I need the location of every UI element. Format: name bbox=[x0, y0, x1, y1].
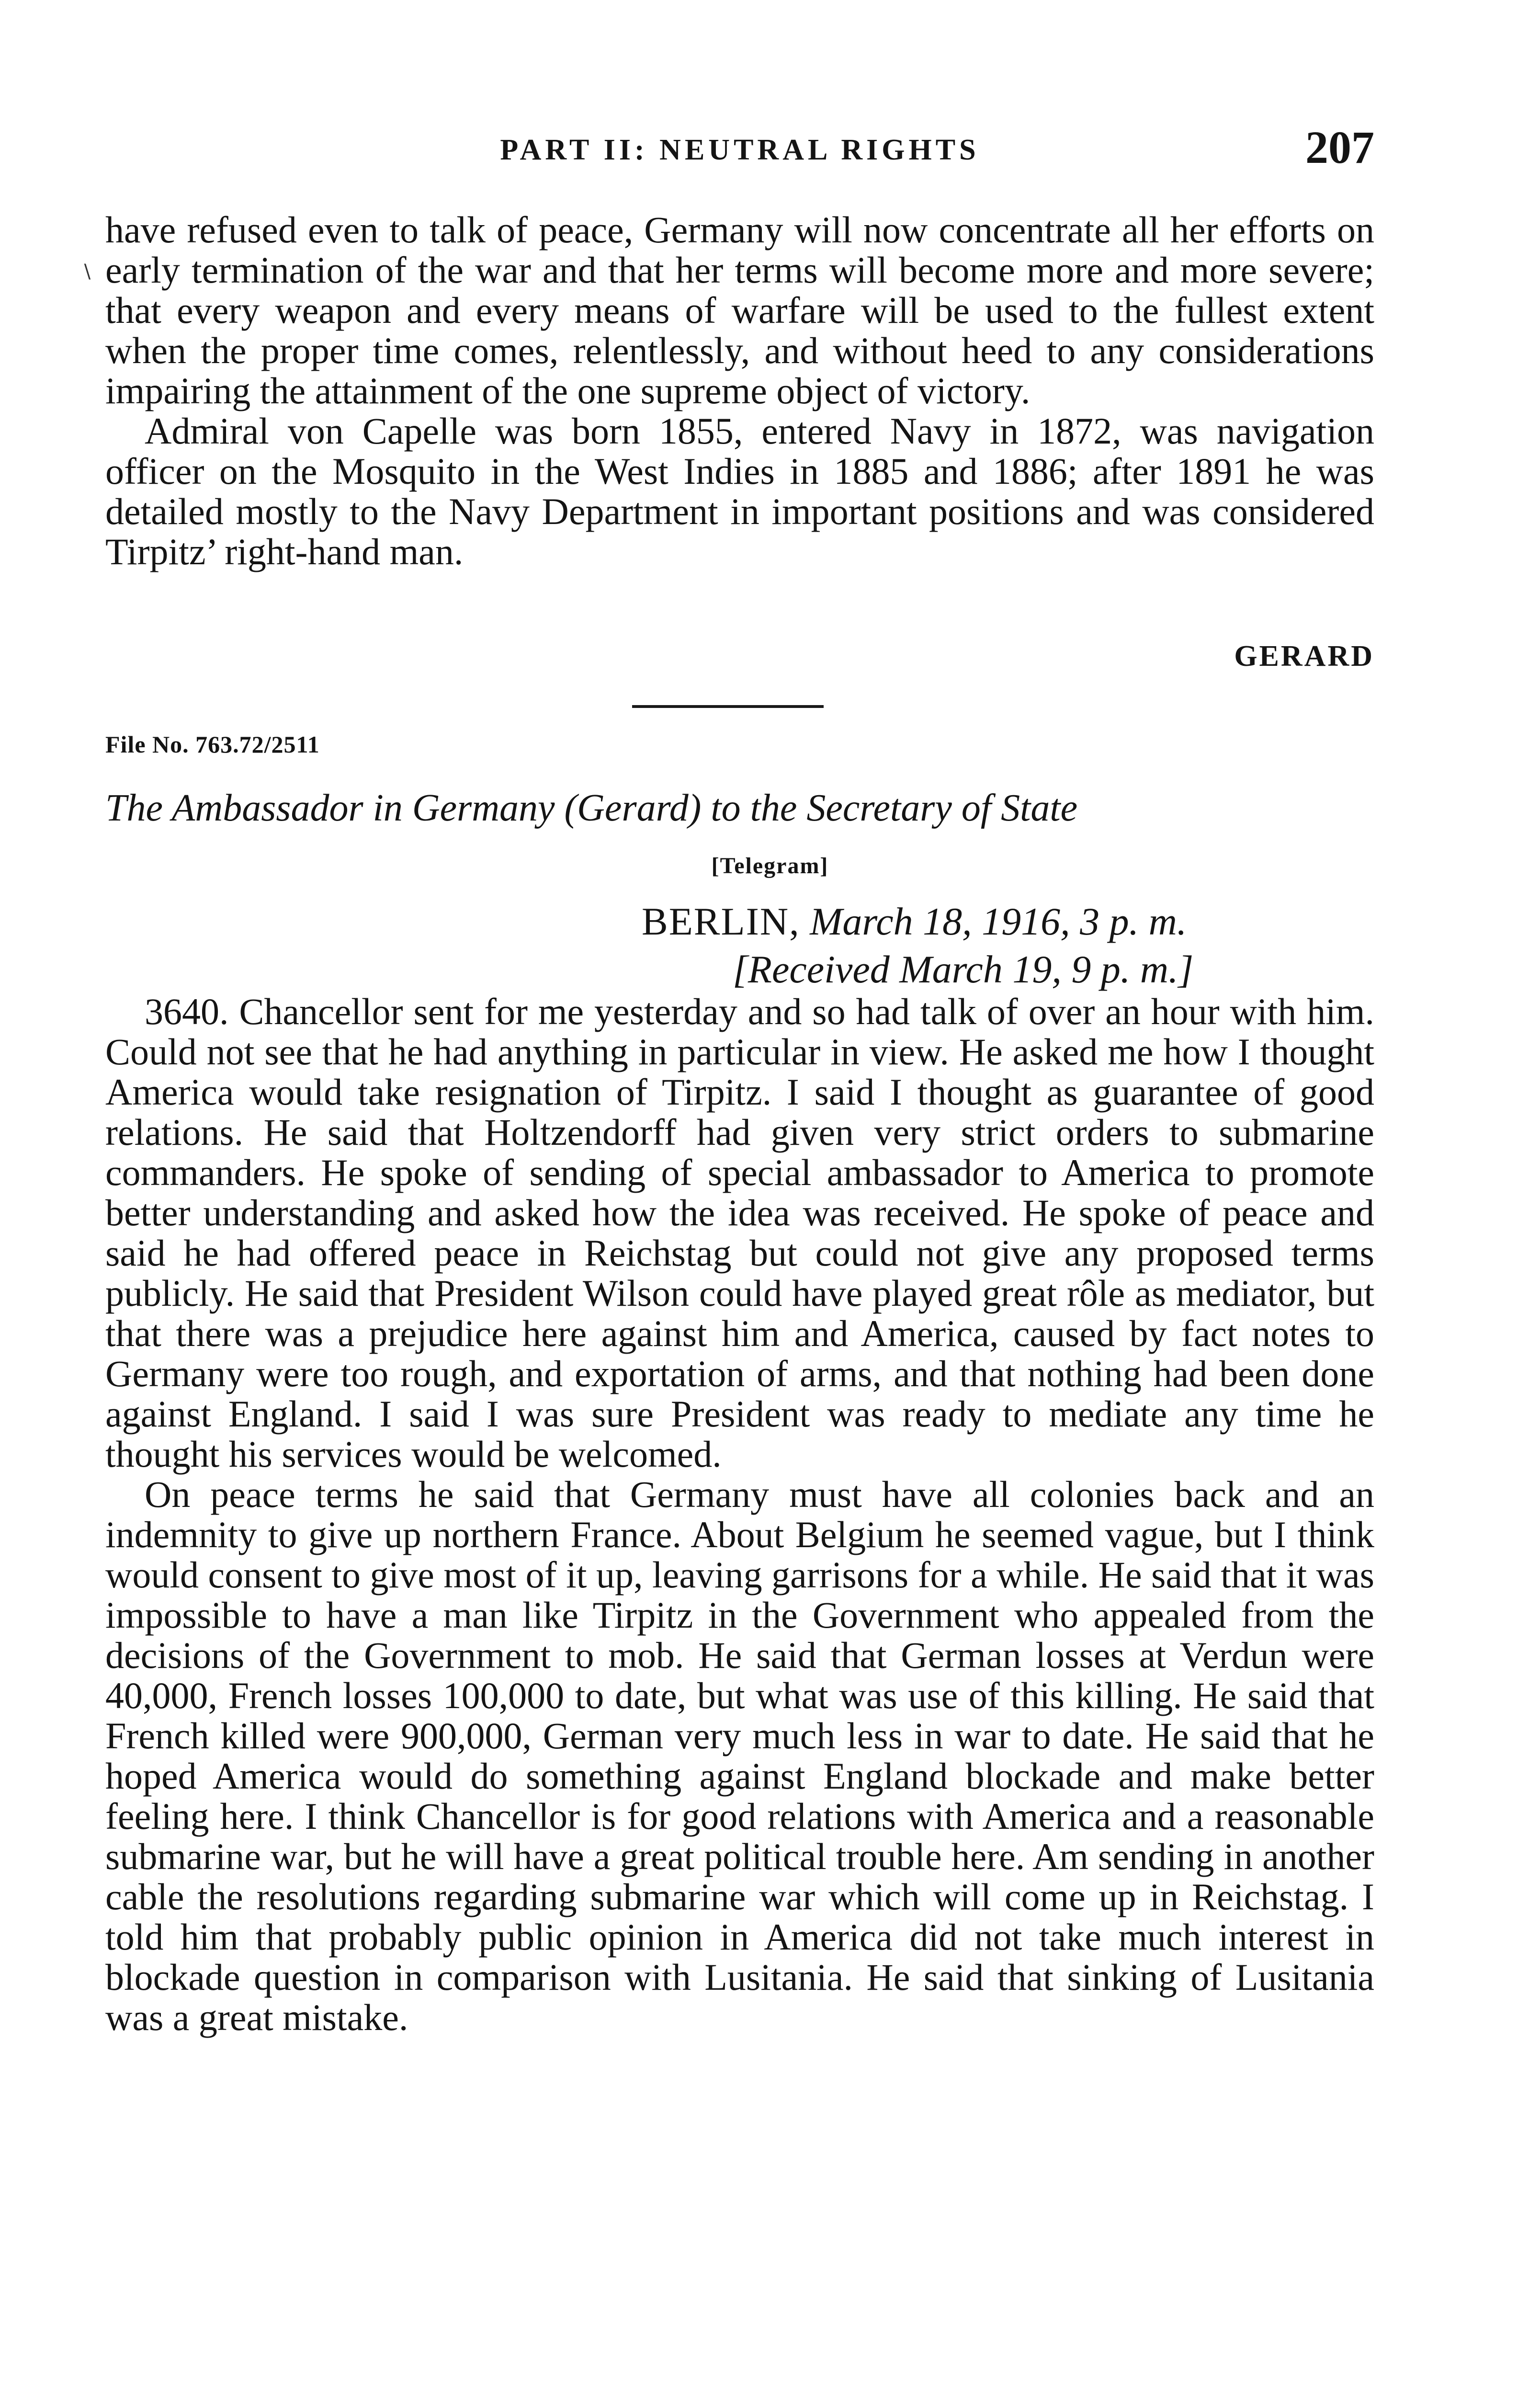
margin-mark: ∖ bbox=[80, 261, 93, 283]
section-divider bbox=[632, 705, 824, 708]
telegram-paragraph-2: On peace terms he said that Germany must have all colonies back and an indemnity to give up northern France. About Belgium he seemed vague, but I think would consent to give most of it up, leaving garrisons for a while. He said that it was impossible to have a man like Tirpitz in the Government who appealed from the decisions of the Government to mob. He said that German losses at Verdun were 40,000, French losses 100,000 to date, but what was use of this killing. He said that French killed were 900,000, German very much less in war to date. He said that he hoped America would do something against England blockade and make better feeling here. I think Chancellor is for good relations with America and a reasonable submarine war, but he will have a great political trouble here. Am sending in another cable the resolutions regarding submarine war which will come up in Reichstag. I told him that probably public opinion in America did not take much interest in blockade question in comparison with Lusitania. He said that sinking of Lusitania was a great mistake. bbox=[105, 1473, 1374, 2038]
telegram-body bbox=[105, 992, 1374, 2285]
dateline-place: BERLIN, bbox=[642, 900, 800, 943]
received-note bbox=[733, 948, 1193, 991]
document-type: [Telegram] bbox=[711, 853, 829, 878]
dateline bbox=[642, 901, 1187, 943]
dateline-date: March 18, 1916, 3 p. m. bbox=[810, 900, 1187, 943]
page-number: 207 bbox=[1305, 122, 1374, 173]
document-title: The Ambassador in Germany (Gerard) to the Secretary of State bbox=[105, 787, 1078, 829]
page-header bbox=[105, 122, 1374, 187]
running-head: PART II: NEUTRAL RIGHTS bbox=[500, 134, 980, 166]
received-date: [Received March 19, 9 p. m.] bbox=[733, 947, 1194, 991]
capelle-paragraph: Admiral von Capelle was born 1855, entered Navy in 1872, was navigation officer on the Mosquito in the West Indies in 1885 and 1886; after 1891 he was detailed mostly to the Navy Department in important positions and was considered Tirpitz’ right-hand man. bbox=[105, 410, 1374, 572]
file-number: File No. 763.72/2511 bbox=[105, 731, 320, 758]
telegram-paragraph-1: 3640. Chancellor sent for me yesterday and so had talk of over an hour with him. Could not see that he had anything in particular in view. He asked me how I thought America would take resignation of Tirpitz. I said I thought as guarantee of good relations. He said that Holtzendorff had given very strict orders to submarine commanders. He spoke of sending of special ambassador to America to promote better understanding and asked how the idea was received. He spoke of peace and said he had offered peace in Reichstag but could not give any proposed terms publicly. He said that President Wilson could have played great rôle as mediator, but that there was a prejudice here against him and America, caused by fact notes to Germany were too rough, and exportation of arms, and that nothing had been done against England. I said I was sure President was ready to mediate any time he thought his services would be welcomed. bbox=[105, 991, 1374, 1475]
signature: GERARD bbox=[1234, 640, 1374, 673]
continued-paragraph: have refused even to talk of peace, Germany will now concentrate all her efforts on early termination of the war and that her terms will become more and more severe; that every weapon and every means of warfare will be used to the fullest extent when the proper time comes, relentlessly, and without heed to any considerations impairing the attainment of the one supreme object of victory. bbox=[105, 209, 1374, 411]
continued-text bbox=[105, 209, 1374, 673]
